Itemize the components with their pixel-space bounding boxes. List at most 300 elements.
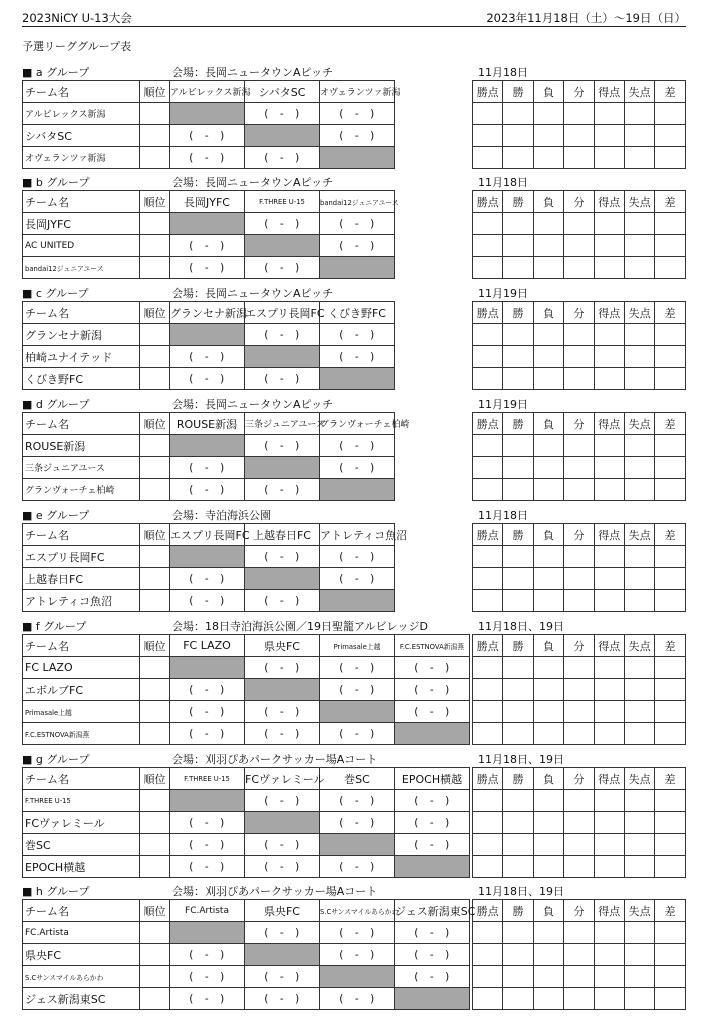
score-cell[interactable]: ( - ) (170, 944, 245, 966)
stat-cell[interactable] (655, 346, 685, 368)
score-cell[interactable]: ( - ) (320, 723, 395, 745)
stat-cell[interactable] (594, 701, 624, 723)
score-cell[interactable]: ( - ) (320, 103, 395, 125)
group-table (22, 80, 686, 169)
score-cell[interactable]: ( - ) (320, 944, 395, 966)
stat-cell[interactable] (503, 922, 533, 944)
group-1 (22, 64, 686, 169)
group-venue: 会場：刈羽ぴあパークサッカー場Aコート (172, 885, 378, 898)
stat-cell[interactable] (564, 590, 594, 612)
score-cell[interactable]: ( - ) (245, 790, 320, 812)
stat-cell[interactable] (533, 103, 563, 125)
stat-cell[interactable] (655, 657, 685, 679)
stat-cell[interactable] (503, 834, 533, 856)
rank-cell[interactable] (140, 457, 170, 479)
stat-cell[interactable] (564, 368, 594, 390)
stat-cell[interactable] (473, 922, 503, 944)
score-cell[interactable]: ( - ) (170, 125, 245, 147)
opponent-header: グランヴォーチェ柏崎 (320, 413, 395, 435)
stat-cell[interactable] (655, 856, 685, 878)
stat-cell[interactable] (564, 988, 594, 1010)
stat-cell[interactable] (564, 235, 594, 257)
stat-cell[interactable] (655, 701, 685, 723)
stat-cell[interactable] (533, 944, 563, 966)
self-match-cell (170, 922, 245, 944)
score-cell[interactable]: ( - ) (320, 856, 395, 878)
score-cell[interactable]: ( - ) (320, 457, 395, 479)
stat-cell[interactable] (564, 257, 594, 279)
rank-cell[interactable] (140, 966, 170, 988)
stat-cell[interactable] (473, 147, 503, 169)
group-name: ■ d グループ (22, 398, 90, 411)
stat-cell[interactable] (655, 368, 685, 390)
stat-cell[interactable] (594, 922, 624, 944)
stat-cell[interactable] (533, 324, 563, 346)
stat-cell[interactable] (473, 324, 503, 346)
stat-cell[interactable] (503, 988, 533, 1010)
stat-cell[interactable] (624, 812, 654, 834)
stat-cell[interactable] (473, 944, 503, 966)
self-match-cell (245, 944, 320, 966)
score-cell[interactable]: ( - ) (395, 701, 470, 723)
stat-cell[interactable] (503, 856, 533, 878)
stat-cell[interactable] (503, 213, 533, 235)
stat-cell[interactable] (594, 435, 624, 457)
stat-cell[interactable] (533, 368, 563, 390)
stat-cell[interactable] (564, 834, 594, 856)
stat-cell[interactable] (594, 856, 624, 878)
rank-cell[interactable] (140, 125, 170, 147)
rank-cell[interactable] (140, 546, 170, 568)
score-cell[interactable]: ( - ) (395, 922, 470, 944)
rank-cell[interactable] (140, 590, 170, 612)
score-cell[interactable]: ( - ) (170, 988, 245, 1010)
stat-cell[interactable] (564, 147, 594, 169)
score-cell[interactable]: ( - ) (245, 856, 320, 878)
stat-cell[interactable] (624, 457, 654, 479)
stat-cell[interactable] (624, 346, 654, 368)
score-cell[interactable]: ( - ) (245, 103, 320, 125)
stat-cell[interactable] (533, 812, 563, 834)
score-cell[interactable]: ( - ) (170, 257, 245, 279)
stat-cell[interactable] (473, 435, 503, 457)
score-cell[interactable]: ( - ) (320, 125, 395, 147)
stat-cell[interactable] (473, 790, 503, 812)
stat-cell[interactable] (473, 590, 503, 612)
stat-cell[interactable] (655, 435, 685, 457)
score-cell[interactable]: ( - ) (320, 435, 395, 457)
score-cell[interactable]: ( - ) (170, 679, 245, 701)
score-cell[interactable]: ( - ) (245, 479, 320, 501)
score-cell[interactable]: ( - ) (170, 457, 245, 479)
team-name-header: チーム名 (23, 635, 140, 657)
stat-cell[interactable] (564, 856, 594, 878)
stat-cell[interactable] (473, 235, 503, 257)
stat-cell[interactable] (473, 125, 503, 147)
score-cell[interactable]: ( - ) (170, 568, 245, 590)
score-cell[interactable]: ( - ) (320, 346, 395, 368)
stat-cell[interactable] (624, 966, 654, 988)
stat-cell[interactable] (655, 812, 685, 834)
stat-cell[interactable] (473, 257, 503, 279)
stat-cell[interactable] (594, 723, 624, 745)
stat-cell[interactable] (594, 568, 624, 590)
rank-cell[interactable] (140, 856, 170, 878)
score-cell[interactable]: ( - ) (395, 944, 470, 966)
stat-cell[interactable] (624, 147, 654, 169)
score-cell[interactable]: ( - ) (320, 679, 395, 701)
stat-cell[interactable] (564, 479, 594, 501)
stat-cell[interactable] (503, 657, 533, 679)
stat-cell[interactable] (533, 790, 563, 812)
stat-cell[interactable] (473, 723, 503, 745)
stat-cell[interactable] (594, 257, 624, 279)
rank-cell[interactable] (140, 235, 170, 257)
stat-cell[interactable] (624, 368, 654, 390)
stat-cell[interactable] (655, 125, 685, 147)
stat-cell[interactable] (533, 966, 563, 988)
stat-cell[interactable] (533, 213, 563, 235)
stat-header: 勝 (503, 635, 533, 657)
score-cell[interactable]: ( - ) (170, 235, 245, 257)
score-cell[interactable]: ( - ) (320, 213, 395, 235)
stat-cell[interactable] (594, 812, 624, 834)
stat-cell[interactable] (655, 103, 685, 125)
stat-cell[interactable] (624, 922, 654, 944)
stat-cell[interactable] (503, 590, 533, 612)
score-cell[interactable]: ( - ) (170, 966, 245, 988)
stat-cell[interactable] (594, 346, 624, 368)
stat-cell[interactable] (533, 257, 563, 279)
score-cell[interactable]: ( - ) (320, 324, 395, 346)
group-date: 11月18日 (478, 66, 528, 79)
stat-cell[interactable] (564, 790, 594, 812)
score-cell[interactable]: ( - ) (245, 546, 320, 568)
score-cell[interactable]: ( - ) (245, 966, 320, 988)
stat-cell[interactable] (594, 834, 624, 856)
rank-cell[interactable] (140, 368, 170, 390)
stat-cell[interactable] (503, 546, 533, 568)
stat-cell[interactable] (503, 723, 533, 745)
stat-cell[interactable] (533, 856, 563, 878)
score-cell[interactable]: ( - ) (395, 657, 470, 679)
stat-cell[interactable] (594, 103, 624, 125)
stat-cell[interactable] (564, 324, 594, 346)
stat-cell[interactable] (473, 213, 503, 235)
score-cell[interactable]: ( - ) (320, 235, 395, 257)
score-cell[interactable]: ( - ) (245, 834, 320, 856)
score-cell[interactable]: ( - ) (320, 546, 395, 568)
stat-cell[interactable] (624, 568, 654, 590)
stat-cell[interactable] (564, 568, 594, 590)
stat-cell[interactable] (473, 457, 503, 479)
self-match-cell (320, 834, 395, 856)
stat-cell[interactable] (564, 723, 594, 745)
stat-cell[interactable] (533, 988, 563, 1010)
rank-cell[interactable] (140, 103, 170, 125)
stat-cell[interactable] (594, 590, 624, 612)
stat-cell[interactable] (624, 701, 654, 723)
rank-cell[interactable] (140, 701, 170, 723)
stat-cell[interactable] (624, 944, 654, 966)
stat-cell[interactable] (503, 368, 533, 390)
score-cell[interactable]: ( - ) (170, 590, 245, 612)
stat-cell[interactable] (594, 213, 624, 235)
column-spacer (395, 81, 473, 103)
stat-cell[interactable] (473, 346, 503, 368)
stat-cell[interactable] (594, 147, 624, 169)
stat-cell[interactable] (594, 790, 624, 812)
score-cell[interactable]: ( - ) (245, 988, 320, 1010)
score-cell[interactable]: ( - ) (245, 368, 320, 390)
score-cell[interactable]: ( - ) (245, 590, 320, 612)
score-cell[interactable]: ( - ) (320, 657, 395, 679)
group-header (22, 174, 686, 190)
stat-cell[interactable] (655, 457, 685, 479)
stat-cell[interactable] (594, 479, 624, 501)
stat-cell[interactable] (473, 479, 503, 501)
group-table (22, 634, 686, 745)
team-row (23, 457, 686, 479)
stat-cell[interactable] (624, 103, 654, 125)
stat-cell[interactable] (564, 103, 594, 125)
stat-cell[interactable] (564, 944, 594, 966)
score-cell[interactable]: ( - ) (320, 812, 395, 834)
stat-cell[interactable] (533, 479, 563, 501)
score-cell[interactable]: ( - ) (170, 147, 245, 169)
rank-cell[interactable] (140, 790, 170, 812)
stat-cell[interactable] (503, 701, 533, 723)
stat-cell[interactable] (503, 679, 533, 701)
score-cell[interactable]: ( - ) (170, 856, 245, 878)
stat-cell[interactable] (503, 435, 533, 457)
rank-cell[interactable] (140, 679, 170, 701)
stat-cell[interactable] (503, 790, 533, 812)
stat-cell[interactable] (655, 988, 685, 1010)
stat-cell[interactable] (655, 257, 685, 279)
stat-cell[interactable] (594, 324, 624, 346)
stat-cell[interactable] (564, 679, 594, 701)
stat-cell[interactable] (624, 679, 654, 701)
stat-header: 分 (564, 302, 594, 324)
stat-cell[interactable] (564, 812, 594, 834)
stat-cell[interactable] (533, 701, 563, 723)
stat-cell[interactable] (655, 324, 685, 346)
stat-cell[interactable] (533, 590, 563, 612)
score-cell[interactable]: ( - ) (170, 701, 245, 723)
stat-cell[interactable] (533, 922, 563, 944)
stat-cell[interactable] (533, 834, 563, 856)
stat-cell[interactable] (503, 235, 533, 257)
stat-cell[interactable] (655, 966, 685, 988)
stat-cell[interactable] (624, 723, 654, 745)
rank-header: 順位 (140, 635, 170, 657)
stat-cell[interactable] (503, 257, 533, 279)
stat-cell[interactable] (655, 147, 685, 169)
score-cell[interactable]: ( - ) (320, 922, 395, 944)
stat-cell[interactable] (533, 125, 563, 147)
stat-cell[interactable] (655, 922, 685, 944)
stat-cell[interactable] (655, 790, 685, 812)
stat-cell[interactable] (624, 834, 654, 856)
stat-cell[interactable] (473, 657, 503, 679)
stat-cell[interactable] (473, 701, 503, 723)
stat-cell[interactable] (503, 147, 533, 169)
stat-cell[interactable] (655, 479, 685, 501)
stat-cell[interactable] (624, 590, 654, 612)
stat-cell[interactable] (533, 435, 563, 457)
stat-cell[interactable] (594, 546, 624, 568)
stat-cell[interactable] (503, 479, 533, 501)
score-cell[interactable]: ( - ) (320, 790, 395, 812)
score-cell[interactable]: ( - ) (320, 568, 395, 590)
stat-cell[interactable] (655, 590, 685, 612)
stat-cell[interactable] (655, 834, 685, 856)
stat-cell[interactable] (503, 568, 533, 590)
stat-cell[interactable] (624, 213, 654, 235)
rank-cell[interactable] (140, 257, 170, 279)
stat-cell[interactable] (473, 103, 503, 125)
stat-cell[interactable] (533, 657, 563, 679)
stat-cell[interactable] (533, 679, 563, 701)
stat-cell[interactable] (564, 125, 594, 147)
stat-cell[interactable] (564, 701, 594, 723)
stat-cell[interactable] (594, 657, 624, 679)
stat-cell[interactable] (533, 235, 563, 257)
stat-cell[interactable] (473, 568, 503, 590)
score-cell[interactable]: ( - ) (245, 147, 320, 169)
score-cell[interactable]: ( - ) (245, 657, 320, 679)
rank-cell[interactable] (140, 435, 170, 457)
stat-cell[interactable] (624, 257, 654, 279)
score-cell[interactable]: ( - ) (245, 723, 320, 745)
stat-cell[interactable] (564, 922, 594, 944)
stat-cell[interactable] (564, 966, 594, 988)
stat-cell[interactable] (624, 790, 654, 812)
stat-cell[interactable] (473, 546, 503, 568)
stat-cell[interactable] (594, 368, 624, 390)
stat-cell[interactable] (473, 856, 503, 878)
score-cell[interactable]: ( - ) (245, 257, 320, 279)
rank-cell[interactable] (140, 657, 170, 679)
stat-cell[interactable] (594, 966, 624, 988)
stat-cell[interactable] (473, 368, 503, 390)
stat-cell[interactable] (564, 457, 594, 479)
stat-cell[interactable] (655, 213, 685, 235)
stat-cell[interactable] (624, 479, 654, 501)
stat-cell[interactable] (624, 657, 654, 679)
rank-cell[interactable] (140, 922, 170, 944)
rank-cell[interactable] (140, 568, 170, 590)
stat-cell[interactable] (594, 235, 624, 257)
score-cell[interactable]: ( - ) (245, 435, 320, 457)
score-cell[interactable]: ( - ) (170, 346, 245, 368)
score-cell[interactable]: ( - ) (320, 988, 395, 1010)
score-cell[interactable]: ( - ) (245, 324, 320, 346)
stat-cell[interactable] (655, 944, 685, 966)
rank-cell[interactable] (140, 812, 170, 834)
stat-cell[interactable] (503, 103, 533, 125)
score-cell[interactable]: ( - ) (245, 922, 320, 944)
stat-cell[interactable] (564, 213, 594, 235)
stat-cell[interactable] (624, 435, 654, 457)
stat-cell[interactable] (624, 988, 654, 1010)
rank-cell[interactable] (140, 834, 170, 856)
score-cell[interactable]: ( - ) (170, 834, 245, 856)
stat-cell[interactable] (503, 944, 533, 966)
score-cell[interactable]: ( - ) (170, 723, 245, 745)
stat-cell[interactable] (503, 125, 533, 147)
stat-cell[interactable] (564, 435, 594, 457)
score-cell[interactable]: ( - ) (245, 213, 320, 235)
stat-cell[interactable] (624, 125, 654, 147)
stat-cell[interactable] (533, 546, 563, 568)
score-cell[interactable]: ( - ) (395, 834, 470, 856)
rank-cell[interactable] (140, 346, 170, 368)
stat-cell[interactable] (594, 988, 624, 1010)
stat-cell[interactable] (655, 723, 685, 745)
stat-cell[interactable] (503, 457, 533, 479)
stat-cell[interactable] (473, 988, 503, 1010)
rank-cell[interactable] (140, 723, 170, 745)
stat-cell[interactable] (533, 346, 563, 368)
rank-cell[interactable] (140, 479, 170, 501)
score-cell[interactable]: ( - ) (395, 790, 470, 812)
score-cell[interactable]: ( - ) (395, 966, 470, 988)
stat-cell[interactable] (533, 147, 563, 169)
rank-cell[interactable] (140, 988, 170, 1010)
group-name: ■ c グループ (22, 287, 89, 300)
stat-cell[interactable] (594, 679, 624, 701)
stat-cell[interactable] (624, 856, 654, 878)
score-cell[interactable]: ( - ) (170, 479, 245, 501)
rank-cell[interactable] (140, 944, 170, 966)
stat-cell[interactable] (564, 346, 594, 368)
stat-cell[interactable] (624, 546, 654, 568)
stat-cell[interactable] (564, 657, 594, 679)
stat-cell[interactable] (503, 966, 533, 988)
score-cell[interactable]: ( - ) (395, 679, 470, 701)
stat-cell[interactable] (655, 235, 685, 257)
rank-cell[interactable] (140, 213, 170, 235)
stat-cell[interactable] (473, 966, 503, 988)
stat-cell[interactable] (503, 812, 533, 834)
stat-cell[interactable] (503, 346, 533, 368)
stat-cell[interactable] (533, 457, 563, 479)
stat-cell[interactable] (533, 723, 563, 745)
stat-cell[interactable] (624, 235, 654, 257)
stat-cell[interactable] (564, 546, 594, 568)
stat-cell[interactable] (533, 568, 563, 590)
score-cell[interactable]: ( - ) (395, 812, 470, 834)
stat-cell[interactable] (473, 679, 503, 701)
score-cell[interactable]: ( - ) (170, 368, 245, 390)
stat-cell[interactable] (594, 944, 624, 966)
stat-cell[interactable] (624, 324, 654, 346)
stat-cell[interactable] (655, 546, 685, 568)
stat-cell[interactable] (503, 324, 533, 346)
score-cell[interactable]: ( - ) (170, 812, 245, 834)
stat-cell[interactable] (655, 679, 685, 701)
score-cell[interactable]: ( - ) (245, 701, 320, 723)
rank-cell[interactable] (140, 324, 170, 346)
stat-cell[interactable] (655, 568, 685, 590)
stat-cell[interactable] (594, 457, 624, 479)
stat-cell[interactable] (594, 125, 624, 147)
stat-cell[interactable] (473, 812, 503, 834)
stat-cell[interactable] (473, 834, 503, 856)
rank-cell[interactable] (140, 147, 170, 169)
